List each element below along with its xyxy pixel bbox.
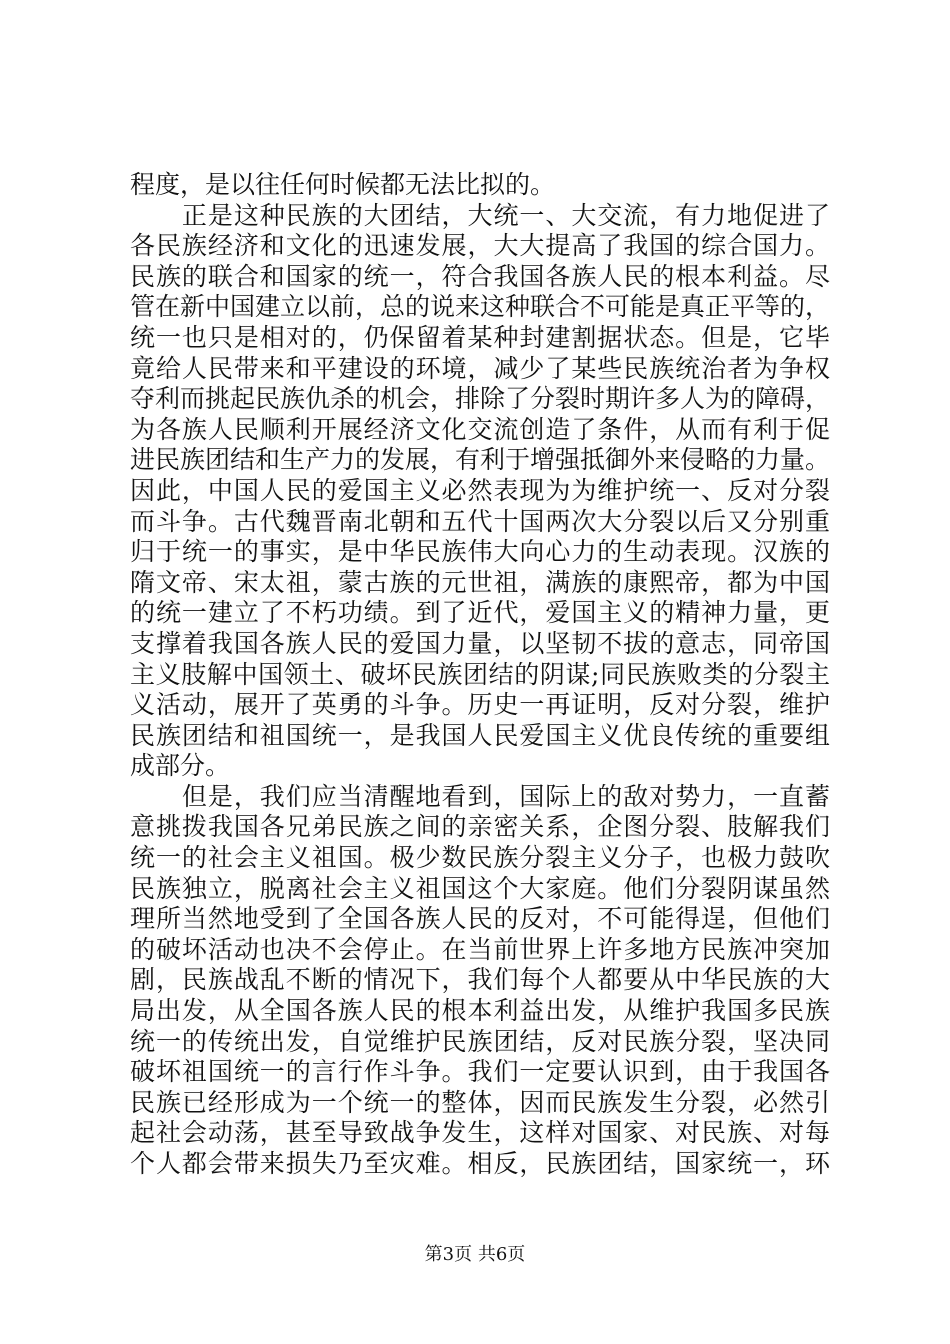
text-line: 民族团结和祖国统一，是我国人民爱国主义优良传统的重要组 bbox=[130, 720, 830, 750]
text-line: 意挑拨我国各兄弟民族之间的亲密关系，企图分裂、肢解我们 bbox=[130, 812, 830, 842]
text-line: 夺利而挑起民族仇杀的机会，排除了分裂时期许多人为的障碍， bbox=[130, 384, 831, 414]
text-line: 起社会动荡，甚至导致战争发生，这样对国家、对民族、对每 bbox=[130, 1118, 830, 1148]
text-line: 成部分。 bbox=[130, 751, 231, 781]
text-line: 隋文帝、宋太祖，蒙古族的元世祖，满族的康熙帝，都为中国 bbox=[130, 567, 830, 597]
text-line: 局出发，从全国各族人民的根本利益出发，从维护我国多民族 bbox=[130, 996, 830, 1026]
text-line: 统一的社会主义祖国。极少数民族分裂主义分子，也极力鼓吹 bbox=[130, 843, 830, 873]
text-line: 竟给人民带来和平建设的环境，减少了某些民族统治者为争权 bbox=[130, 353, 830, 383]
text-line: 剧，民族战乱不断的情况下，我们每个人都要从中华民族的大 bbox=[130, 965, 830, 995]
text-line: 理所当然地受到了全国各族人民的反对，不可能得逞，但他们 bbox=[130, 904, 830, 934]
text-line: 义活动，展开了英勇的斗争。历史一再证明，反对分裂，维护 bbox=[130, 690, 830, 720]
text-line: 破坏祖国统一的言行作斗争。我们一定要认识到，由于我国各 bbox=[130, 1057, 830, 1087]
text-line: 因此，中国人民的爱国主义必然表现为为维护统一、反对分裂 bbox=[130, 475, 830, 505]
text-line: 民族独立，脱离社会主义祖国这个大家庭。他们分裂阴谋虽然 bbox=[130, 873, 830, 903]
text-line: 支撑着我国各族人民的爱国力量，以坚韧不拔的意志，同帝国 bbox=[130, 628, 830, 658]
text-line: 各民族经济和文化的迅速发展，大大提高了我国的综合国力。 bbox=[130, 231, 830, 261]
text-line: 管在新中国建立以前，总的说来这种联合不可能是真正平等的， bbox=[130, 292, 831, 322]
text-line: 统一的传统出发，自觉维护民族团结，反对民族分裂，坚决同 bbox=[130, 1026, 830, 1056]
text-line: 但是，我们应当清醒地看到，国际上的敌对势力，一直蓄 bbox=[130, 781, 830, 811]
text-line: 归于统一的事实，是中华民族伟大向心力的生动表现。汉族的 bbox=[130, 537, 830, 567]
text-line: 正是这种民族的大团结，大统一、大交流，有力地促进了 bbox=[130, 200, 830, 230]
text-line: 统一也只是相对的，仍保留着某种封建割据状态。但是，它毕 bbox=[130, 322, 830, 352]
text-line: 程度，是以往任何时候都无法比拟的。 bbox=[130, 170, 556, 199]
text-line: 民族的联合和国家的统一，符合我国各族人民的根本利益。尽 bbox=[130, 261, 830, 291]
text-line: 的统一建立了不朽功绩。到了近代，爱国主义的精神力量，更 bbox=[130, 598, 830, 628]
text-line: 主义肢解中国领土、破坏民族团结的阴谋;同民族败类的分裂主 bbox=[130, 659, 830, 689]
body-text bbox=[130, 170, 830, 1180]
text-line: 个人都会带来损失乃至灾难。相反，民族团结，国家统一，环 bbox=[130, 1149, 830, 1178]
text-line: 为各族人民顺利开展经济文化交流创造了条件，从而有利于促 bbox=[130, 414, 830, 444]
text-line: 民族已经形成为一个统一的整体，因而民族发生分裂，必然引 bbox=[130, 1087, 830, 1117]
text-line: 进民族团结和生产力的发展，有利于增强抵御外来侵略的力量。 bbox=[130, 445, 831, 475]
text-line: 而斗争。古代魏晋南北朝和五代十国两次大分裂以后又分别重 bbox=[130, 506, 830, 536]
page-footer: 第3页 共6页 bbox=[424, 1244, 526, 1265]
text-line: 的破坏活动也决不会停止。在当前世界上许多地方民族冲突加 bbox=[130, 934, 830, 964]
